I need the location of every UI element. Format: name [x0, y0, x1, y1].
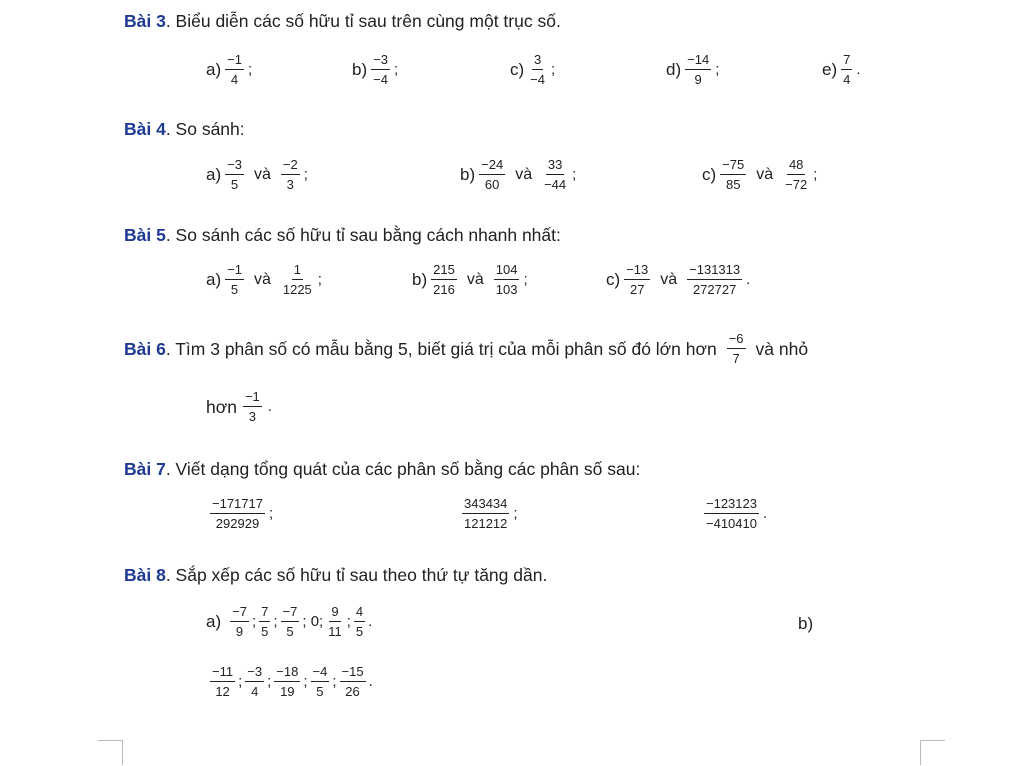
- fraction: [243, 389, 262, 424]
- bai8-item-b-label: b): [798, 614, 814, 633]
- bai8-heading: [124, 564, 547, 586]
- bai4-item-b: [460, 157, 576, 192]
- separator: ;: [813, 166, 818, 183]
- conjunction: và: [253, 165, 271, 183]
- bai3-item-d: [666, 52, 719, 87]
- numerator: −123123: [704, 496, 759, 514]
- bai7-item-3: [704, 496, 767, 531]
- bai3-text: . Biểu diễn các số hữu tỉ sau trên cùng một trục số.: [165, 11, 561, 31]
- separator: ;: [247, 61, 253, 78]
- item-label: c): [606, 269, 621, 289]
- numerator: −6: [727, 331, 746, 349]
- separator: ;: [513, 505, 518, 522]
- numerator: −11: [210, 664, 235, 682]
- separator: .: [746, 271, 751, 288]
- bai5-item-b: [412, 262, 528, 297]
- bai4-label: Bài 4: [124, 119, 166, 139]
- bai6-tail: và nhỏ: [755, 338, 809, 359]
- numerator: 33: [546, 157, 564, 175]
- fraction: [494, 262, 520, 297]
- fraction: [462, 496, 509, 531]
- bai7-label: Bài 7: [124, 459, 166, 479]
- numerator: 1: [292, 262, 303, 280]
- bai4-item-a: [206, 157, 308, 192]
- separator: .: [267, 397, 272, 415]
- denominator: 12: [215, 684, 230, 699]
- numerator: 4: [354, 604, 365, 622]
- denominator: 103: [495, 282, 518, 297]
- separator: .: [368, 613, 373, 630]
- fraction: [340, 664, 366, 699]
- fraction: [210, 496, 265, 531]
- denominator: 60: [484, 177, 500, 192]
- numerator: −171717: [210, 496, 265, 514]
- numerator: 343434: [462, 496, 509, 514]
- fraction: [326, 604, 344, 639]
- denominator: 4: [230, 72, 239, 87]
- numerator: −4: [311, 664, 330, 682]
- bai5-label: Bài 5: [124, 225, 166, 245]
- denominator: 121212: [464, 516, 508, 531]
- bai8-item-b: [210, 664, 373, 699]
- bai6-heading: [124, 331, 808, 366]
- numerator: −1: [243, 389, 262, 407]
- numerator: −1: [225, 52, 244, 70]
- item-label: a): [206, 611, 222, 631]
- denominator: 85: [725, 177, 741, 192]
- fraction: [841, 52, 852, 87]
- numerator: −14: [685, 52, 711, 70]
- fraction: [528, 52, 547, 87]
- numerator: −2: [281, 157, 300, 175]
- separator: ;: [551, 61, 556, 78]
- conjunction: và: [466, 270, 484, 288]
- separator: ;: [267, 673, 272, 690]
- numerator: −7: [230, 604, 249, 622]
- fraction: [210, 664, 235, 699]
- fraction: [281, 604, 300, 639]
- item-label: a): [206, 59, 222, 79]
- numerator: −1: [225, 262, 244, 280]
- separator: ; 0;: [302, 613, 324, 630]
- bai8-item-a: [206, 604, 372, 639]
- fraction: [225, 157, 244, 192]
- fraction: [245, 664, 264, 699]
- fraction: [783, 157, 809, 192]
- numerator: −13: [624, 262, 650, 280]
- bai6-text: . Tìm 3 phân số có mẫu bằng 5, biết giá trị của mỗi phân số đó lớn hơn: [165, 338, 717, 359]
- denominator: 5: [286, 624, 294, 639]
- fraction: [542, 157, 568, 192]
- fraction: [225, 52, 244, 87]
- separator: ;: [317, 271, 322, 288]
- bai7-text: . Viết dạng tổng quát của các phân số bằng các phân số sau:: [165, 459, 641, 479]
- bai3-item-a: [206, 52, 252, 87]
- numerator: −15: [340, 664, 366, 682]
- numerator: −7: [281, 604, 300, 622]
- numerator: −24: [479, 157, 505, 175]
- separator: ;: [303, 166, 308, 183]
- separator: .: [856, 61, 861, 78]
- separator: ;: [346, 613, 351, 630]
- fraction: [687, 262, 742, 297]
- denominator: 26: [345, 684, 360, 699]
- denominator: −410410: [706, 516, 757, 531]
- denominator: 4: [843, 72, 851, 87]
- denominator: −4: [373, 72, 388, 87]
- denominator: −72: [785, 177, 808, 192]
- denominator: 19: [280, 684, 295, 699]
- denominator: 7: [732, 351, 740, 366]
- denominator: 4: [251, 684, 259, 699]
- numerator: 215: [431, 262, 457, 280]
- numerator: −3: [371, 52, 390, 70]
- numerator: −131313: [687, 262, 742, 280]
- fraction: [431, 262, 457, 297]
- item-label: b): [460, 164, 476, 184]
- bai3-item-c: [510, 52, 555, 87]
- separator: ;: [303, 673, 308, 690]
- bai5-heading: [124, 224, 561, 246]
- item-label: c): [510, 59, 525, 79]
- denominator: 5: [316, 684, 324, 699]
- page-corner-mark-right: [920, 740, 945, 765]
- numerator: 9: [329, 604, 340, 622]
- separator: ;: [523, 271, 528, 288]
- separator: .: [368, 673, 373, 690]
- bai5-item-c: [606, 262, 750, 297]
- conjunction: và: [660, 270, 678, 288]
- bai6-label: Bài 6: [124, 338, 166, 359]
- numerator: −3: [245, 664, 264, 682]
- denominator: 3: [248, 409, 256, 424]
- conjunction: và: [515, 165, 533, 183]
- bai3-item-b: [352, 52, 398, 87]
- bai4-text: . So sánh:: [165, 119, 245, 139]
- fraction: [727, 331, 746, 366]
- fraction: [225, 262, 244, 297]
- fraction: [281, 157, 300, 192]
- bai7-item-2: [462, 496, 518, 531]
- fraction: [685, 52, 711, 87]
- denominator: 216: [433, 282, 455, 297]
- fraction: [624, 262, 650, 297]
- numerator: 48: [787, 157, 805, 175]
- fraction: [479, 157, 505, 192]
- denominator: 1225: [282, 282, 312, 297]
- numerator: 104: [494, 262, 520, 280]
- bai4-item-c: [702, 157, 817, 192]
- bai3-item-e: [822, 52, 861, 87]
- item-label: d): [666, 59, 682, 79]
- separator: ;: [332, 673, 337, 690]
- bai6-line2-text: hơn: [206, 396, 237, 417]
- fraction: [311, 664, 330, 699]
- fraction: [371, 52, 390, 87]
- page-corner-mark-left: [98, 740, 123, 765]
- item-label: b): [412, 269, 428, 289]
- numerator: 3: [532, 52, 543, 70]
- bai3-heading: [124, 10, 561, 32]
- separator: .: [762, 505, 768, 522]
- item-label: a): [206, 164, 222, 184]
- fraction: [230, 604, 249, 639]
- bai6-line2: [206, 389, 272, 424]
- fraction: [720, 157, 746, 192]
- denominator: −44: [544, 177, 567, 192]
- fraction: [274, 664, 300, 699]
- item-label: c): [702, 164, 717, 184]
- fraction: [354, 604, 365, 639]
- fraction: [281, 262, 314, 297]
- denominator: 9: [694, 72, 702, 87]
- denominator: 5: [355, 624, 364, 639]
- denominator: 292929: [215, 516, 260, 531]
- bai5-item-a: [206, 262, 322, 297]
- denominator: 3: [286, 177, 294, 192]
- separator: ;: [715, 61, 720, 78]
- denominator: 5: [261, 624, 269, 639]
- item-label: e): [822, 59, 838, 79]
- bai8-text: . Sắp xếp các số hữu tỉ sau theo thứ tự tăng dần.: [165, 565, 548, 585]
- bai5-text: . So sánh các số hữu tỉ sau bằng cách nhanh nhất:: [165, 225, 561, 245]
- numerator: −18: [274, 664, 300, 682]
- separator: ;: [572, 166, 577, 183]
- numerator: 7: [259, 604, 270, 622]
- numerator: −3: [225, 157, 244, 175]
- bai4-heading: [124, 118, 245, 140]
- separator: ;: [251, 613, 257, 630]
- fraction: [704, 496, 759, 531]
- denominator: 272727: [692, 282, 737, 297]
- separator: ;: [273, 613, 278, 630]
- bai7-item-1: [210, 496, 273, 531]
- conjunction: và: [756, 165, 774, 183]
- denominator: 5: [230, 282, 239, 297]
- bai3-label: Bài 3: [124, 11, 166, 31]
- bai7-heading: [124, 458, 640, 480]
- separator: ;: [268, 505, 274, 522]
- fraction: [259, 604, 270, 639]
- separator: ;: [393, 61, 399, 78]
- separator: ;: [238, 673, 243, 690]
- denominator: 5: [230, 177, 239, 192]
- denominator: 27: [629, 282, 645, 297]
- item-label: a): [206, 269, 222, 289]
- bai8-label: Bài 8: [124, 565, 166, 585]
- denominator: −4: [530, 72, 545, 87]
- numerator: 7: [841, 52, 852, 70]
- numerator: −75: [720, 157, 746, 175]
- conjunction: và: [253, 270, 271, 288]
- denominator: 9: [235, 624, 244, 639]
- item-label: b): [352, 59, 368, 79]
- denominator: 11: [328, 624, 342, 639]
